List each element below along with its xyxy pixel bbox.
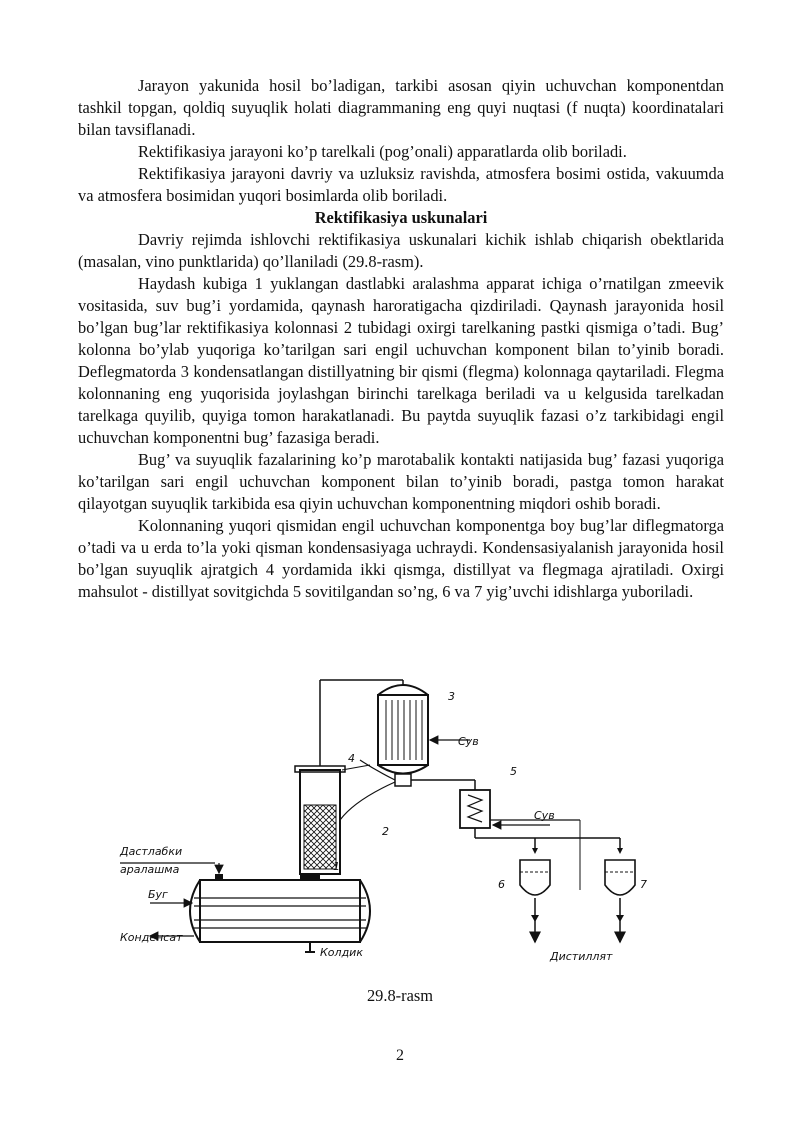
label-number-7: 7 xyxy=(640,878,647,891)
label-distillate: Дистиллят xyxy=(550,950,613,963)
page-body xyxy=(78,75,724,603)
rectification-diagram xyxy=(110,670,650,970)
dephlegmator xyxy=(378,680,470,774)
paragraph: Kolonnaning yuqori qismidan engil uchuvchan komponentga boy bug’lar diflegmatorga o’tadi va u erda to’la yoki qisman kondensasiyaga uchraydi. Kondensasiyalanish jarayonida hosil bo’lgan suyuqlik ajratgich 4 yordamida ikki qismga, distillyat va flegmaga ajratiladi. Oxirgi mahsulot - distillyat sovitgichda 5 sovitilgandan so’ng, 6 va 7 yig’uvchi idishlarga yuboriladi. xyxy=(78,516,724,601)
label-feed-1: Дастлабки xyxy=(120,845,183,858)
cooler xyxy=(460,790,620,890)
section-title: Rektifikasiya uskunalari xyxy=(314,208,488,227)
label-number-4: 4 xyxy=(348,752,355,765)
paragraph: Jarayon yakunida hosil bo’ladigan, tarkibi asosan qiyin uchuvchan komponentdan tashkil topgan, qoldiq suyuqlik holati diagrammaning eng quyi nuqtasi (f nuqta) koordinatalari bilan tavsiflanadi. xyxy=(78,76,724,139)
paragraph: Haydash kubiga 1 yuklangan dastlabki aralashma apparat ichiga o’rnatilgan zmeevik vositasida, suv bug’i yordamida, qaynash haroratigacha qizdiriladi. Qaynash jarayonida hosil bo’lgan bug’lar rektifikasiya kolonnasi 2 tubidagi oxirgi tarelkaning pastki qismiga o’tadi. Bug’ kolonna bo’ylab yuqoriga ko’tarilgan sari engil uchuvchan komponent bilan to’yinib boradi. Deflegmatorda 3 kondensatlangan distillyatning bir qismi (flegma) kolonnaga qaytariladi. Flegma kolonnaning eng yuqorisida joylashgan birinchi tarelkaga beriladi va u kelgusida tarelkadan tarelkaga quyilib, quyiga tomon harakatlanadi. Bu paytda suyuqlik fazasi o’z tarkibidagi engil uchuvchan komponentni bug’ fazasiga beradi. xyxy=(78,274,724,447)
label-number-3: 3 xyxy=(448,690,455,703)
figure-caption: 29.8-rasm xyxy=(366,986,433,1005)
receiver-6 xyxy=(520,848,550,942)
page-number: 2 xyxy=(396,1047,404,1064)
receiver-7 xyxy=(605,848,635,942)
label-feed-2: аралашма xyxy=(120,863,180,876)
diagram-svg xyxy=(110,670,650,970)
paragraph: Rektifikasiya jarayoni ko’p tarelkali (pog’onali) apparatlarda olib boriladi. xyxy=(138,142,627,161)
paragraph: Bug’ va suyuqlik fazalarining ko’p marotabalik kontakti natijasida bug’ fazasi yuqoriga ko’tarilgan sari engil uchuvchan komponent bilan to’yinib boradi, pastga tomon harakat qilayotgan suyuqlik tarkibida esa qiyin uchuvchan komponentning miqdori oshib boradi. xyxy=(78,450,724,513)
label-water-mid: Сув xyxy=(534,809,555,822)
label-residue: Колдик xyxy=(320,946,363,959)
label-number-1: 1 xyxy=(333,860,340,873)
paragraph: Rektifikasiya jarayoni davriy va uzluksiz ravishda, atmosfera bosimi ostida, vakuumda va atmosfera bosimidan yuqori bosimlarda olib boriladi. xyxy=(78,164,724,205)
paragraph: Davriy rejimda ishlovchi rektifikasiya uskunalari kichik ishlab chiqarish obektlarida (masalan, vino punktlarida) qo’llaniladi (29.8-rasm). xyxy=(78,230,724,271)
label-steam: Буг xyxy=(148,888,168,901)
still-vessel xyxy=(190,874,370,952)
label-number-2: 2 xyxy=(382,825,389,838)
label-condensate: Конденсат xyxy=(120,931,183,944)
label-number-5: 5 xyxy=(510,765,517,778)
label-number-6: 6 xyxy=(498,878,505,891)
label-water-top: Сув xyxy=(458,735,479,748)
separator xyxy=(340,760,475,820)
rectification-column xyxy=(295,680,395,874)
